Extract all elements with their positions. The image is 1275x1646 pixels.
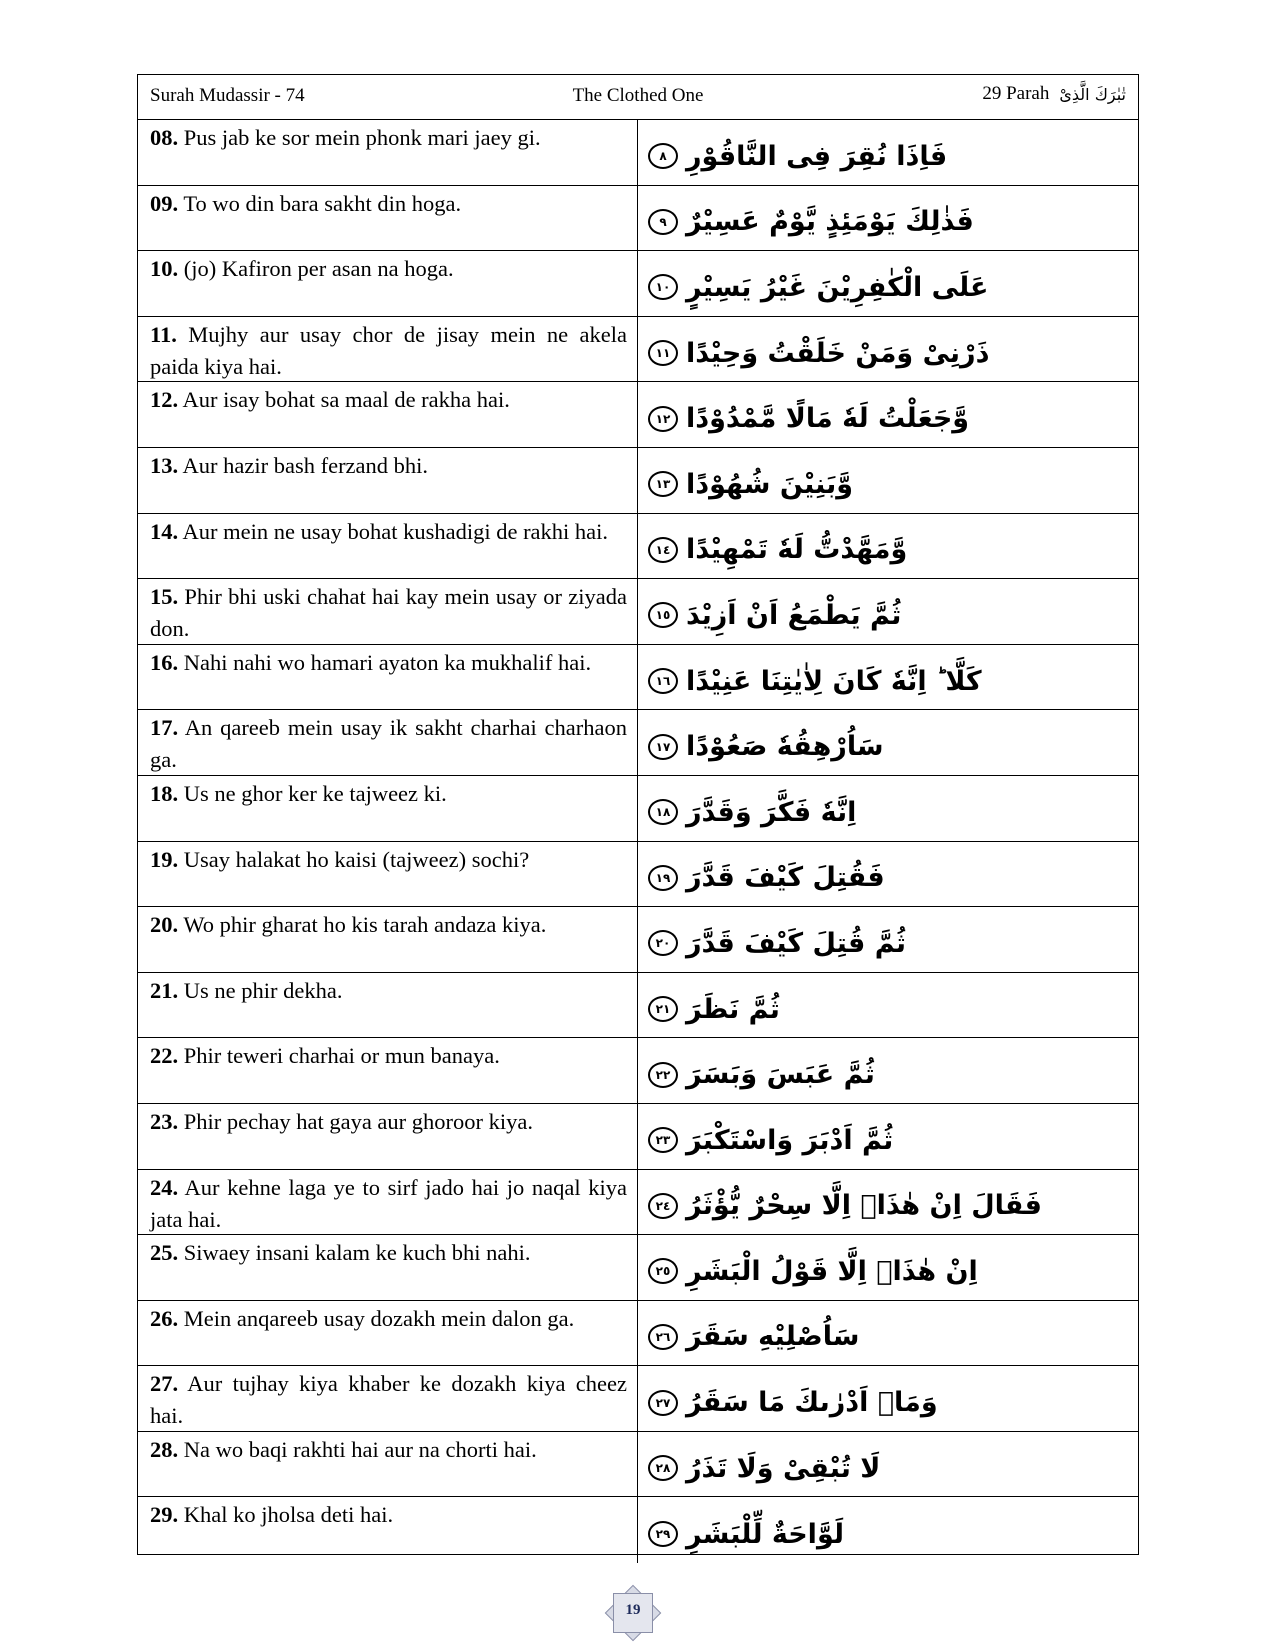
surah-name: Surah Mudassir - 74 xyxy=(150,85,305,106)
table-row xyxy=(138,973,1138,1039)
verse-number: 22. xyxy=(150,1043,179,1069)
verse-number: 21. xyxy=(150,977,179,1003)
verse-number: 10. xyxy=(150,256,179,282)
arabic-verse: كَلَّا ؕ اِنَّهٗ كَانَ لِاٰيٰتِنَا عَنِيْدًا xyxy=(686,665,982,697)
verse-number: 12. xyxy=(150,387,179,413)
arabic-cell xyxy=(638,514,1138,579)
translation-cell xyxy=(138,710,638,775)
arabic-verse: ثُمَّ قُتِلَ كَيْفَ قَدَّرَ xyxy=(686,927,907,959)
arabic-verse: لَوَّاحَةٌ لِّلْبَشَرِ xyxy=(686,1518,845,1550)
translation-text: Nahi nahi wo hamari ayaton ka mukhalif hai. xyxy=(178,649,592,675)
translation-text: Wo phir gharat ho kis tarah andaza kiya. xyxy=(178,912,547,938)
parah-arabic-name: تٰبٰرَكَ الَّذِىْ xyxy=(1059,84,1126,104)
arabic-cell xyxy=(638,973,1138,1038)
ayah-end-marker-icon: ٩ xyxy=(648,209,678,235)
arabic-cell xyxy=(638,776,1138,841)
verse-number: 17. xyxy=(150,715,179,741)
verse-number: 16. xyxy=(150,649,179,675)
arabic-verse: ثُمَّ نَظَرَ xyxy=(686,993,780,1025)
translation-text: Us ne phir dekha. xyxy=(178,977,343,1003)
ayah-end-marker-icon: ٢٤ xyxy=(648,1193,678,1219)
table-row xyxy=(138,448,1138,514)
translation-text: Us ne ghor ker ke tajweez ki. xyxy=(178,780,447,806)
translation-cell xyxy=(138,186,638,251)
translation-text: Na wo baqi rakhti hai aur na chorti hai. xyxy=(178,1436,537,1462)
ayah-end-marker-icon: ٢٥ xyxy=(648,1258,678,1284)
translation-cell xyxy=(138,973,638,1038)
translation-cell xyxy=(138,382,638,447)
arabic-cell xyxy=(638,1366,1138,1431)
verse-number: 13. xyxy=(150,452,179,478)
verse-number: 25. xyxy=(150,1240,179,1266)
arabic-cell xyxy=(638,645,1138,710)
arabic-cell xyxy=(638,579,1138,644)
ayah-end-marker-icon: ١٠ xyxy=(648,274,678,300)
translation-cell xyxy=(138,1432,638,1497)
arabic-cell xyxy=(638,1170,1138,1235)
ayah-end-marker-icon: ١٣ xyxy=(648,471,678,497)
arabic-cell xyxy=(638,317,1138,382)
translation-cell xyxy=(138,842,638,907)
arabic-cell xyxy=(638,1235,1138,1300)
arabic-cell xyxy=(638,1038,1138,1103)
verse-number: 23. xyxy=(150,1108,179,1134)
arabic-verse: فَقُتِلَ كَيْفَ قَدَّرَ xyxy=(686,862,885,894)
verse-number: 24. xyxy=(150,1174,179,1200)
ayah-end-marker-icon: ٢٣ xyxy=(648,1127,678,1153)
arabic-verse: ثُمَّ عَبَسَ وَبَسَرَ xyxy=(686,1059,875,1091)
translation-cell xyxy=(138,1235,638,1300)
verse-number: 09. xyxy=(150,190,179,216)
verse-number: 26. xyxy=(150,1305,179,1331)
ayah-end-marker-icon: ١٩ xyxy=(648,865,678,891)
table-row xyxy=(138,1366,1138,1432)
translation-cell xyxy=(138,1038,638,1103)
ayah-end-marker-icon: ٨ xyxy=(648,143,678,169)
translation-text: (jo) Kafiron per asan na hoga. xyxy=(178,256,454,282)
arabic-verse: فَاِذَا نُقِرَ فِى النَّاقُوْرِ xyxy=(686,140,948,172)
translation-cell xyxy=(138,1170,638,1235)
arabic-cell xyxy=(638,120,1138,185)
arabic-verse: سَاُرْهِقُهٗ صَعُوْدًا xyxy=(686,731,884,763)
table-row xyxy=(138,1235,1138,1301)
table-row xyxy=(138,382,1138,448)
ayah-end-marker-icon: ١٦ xyxy=(648,668,678,694)
arabic-verse: عَلَى الْكٰفِرِيْنَ غَيْرُ يَسِيْرٍ xyxy=(686,271,989,303)
page-header xyxy=(138,75,1138,120)
table-row xyxy=(138,645,1138,711)
ayah-end-marker-icon: ١٤ xyxy=(648,537,678,563)
table-row xyxy=(138,1432,1138,1498)
verse-number: 20. xyxy=(150,912,179,938)
translation-cell xyxy=(138,579,638,644)
translation-cell xyxy=(138,1497,638,1563)
arabic-cell xyxy=(638,382,1138,447)
table-row xyxy=(138,1497,1138,1563)
translation-text: Aur tujhay kiya khaber ke dozakh kiya cheez hai. xyxy=(150,1371,627,1429)
table-row xyxy=(138,1170,1138,1236)
translation-text: Mujhy aur usay chor de jisay mein ne akela paida kiya hai. xyxy=(150,321,627,379)
arabic-cell xyxy=(638,1104,1138,1169)
ayah-end-marker-icon: ٢٦ xyxy=(648,1324,678,1350)
translation-cell xyxy=(138,776,638,841)
arabic-verse: ثُمَّ اَدْبَرَ وَاسْتَكْبَرَ xyxy=(686,1124,894,1156)
table-row xyxy=(138,514,1138,580)
verse-number: 19. xyxy=(150,846,179,872)
page-frame xyxy=(137,74,1139,1555)
translation-text: Siwaey insani kalam ke kuch bhi nahi. xyxy=(178,1240,531,1266)
verse-table xyxy=(138,120,1138,1563)
arabic-verse: وَّبَنِيْنَ شُهُوْدًا xyxy=(686,468,854,500)
arabic-verse: وَمَاۤ اَدْرٰىكَ مَا سَقَرُ xyxy=(686,1387,938,1419)
ayah-end-marker-icon: ١٥ xyxy=(648,602,678,628)
table-row xyxy=(138,1038,1138,1104)
ayah-end-marker-icon: ٢٧ xyxy=(648,1390,678,1416)
translation-text: To wo din bara sakht din hoga. xyxy=(178,190,462,216)
ayah-end-marker-icon: ١٢ xyxy=(648,406,678,432)
ayah-end-marker-icon: ١١ xyxy=(648,340,678,366)
table-row xyxy=(138,579,1138,645)
verse-number: 28. xyxy=(150,1436,179,1462)
table-row xyxy=(138,842,1138,908)
page-number: 19 xyxy=(625,1602,641,1618)
table-row xyxy=(138,907,1138,973)
verse-number: 27. xyxy=(150,1371,179,1397)
arabic-verse: اِنْ هٰذَاۤ اِلَّا قَوْلُ الْبَشَرِ xyxy=(686,1255,978,1287)
arabic-verse: لَا تُبْقِىْ وَلَا تَذَرُ xyxy=(686,1452,881,1484)
translation-cell xyxy=(138,251,638,316)
arabic-verse: ثُمَّ يَطْمَعُ اَنْ اَزِيْدَ xyxy=(686,599,902,631)
arabic-cell xyxy=(638,842,1138,907)
ayah-end-marker-icon: ١٨ xyxy=(648,799,678,825)
table-row xyxy=(138,251,1138,317)
arabic-verse: فَذٰلِكَ يَوْمَئِذٍ يَّوْمٌ عَسِيْرٌ xyxy=(686,206,974,238)
verse-number: 18. xyxy=(150,780,179,806)
translation-text: Usay halakat ho kaisi (tajweez) sochi? xyxy=(178,846,530,872)
ayah-end-marker-icon: ٢١ xyxy=(648,996,678,1022)
translation-text: Khal ko jholsa deti hai. xyxy=(178,1502,394,1528)
translation-cell xyxy=(138,448,638,513)
translation-cell xyxy=(138,907,638,972)
ayah-end-marker-icon: ٢٨ xyxy=(648,1455,678,1481)
table-row xyxy=(138,120,1138,186)
translation-text: An qareeb mein usay ik sakht charhai charhaon ga. xyxy=(150,715,627,773)
page-number-badge xyxy=(604,1584,662,1642)
arabic-cell xyxy=(638,907,1138,972)
ayah-end-marker-icon: ٢٠ xyxy=(648,930,678,956)
translation-text: Phir bhi uski chahat hai kay mein usay or ziyada don. xyxy=(150,584,627,642)
translation-cell xyxy=(138,317,638,382)
translation-cell xyxy=(138,514,638,579)
parah-label xyxy=(982,83,1126,105)
arabic-cell xyxy=(638,251,1138,316)
verse-number: 29. xyxy=(150,1502,179,1528)
translation-text: Aur kehne laga ye to sirf jado hai jo naqal kiya jata hai. xyxy=(150,1174,627,1232)
ayah-end-marker-icon: ٢٢ xyxy=(648,1062,678,1088)
translation-cell xyxy=(138,1104,638,1169)
arabic-cell xyxy=(638,186,1138,251)
translation-cell xyxy=(138,1301,638,1366)
arabic-cell xyxy=(638,710,1138,775)
translation-text: Phir teweri charhai or mun banaya. xyxy=(178,1043,500,1069)
arabic-verse: وَّجَعَلْتُ لَهٗ مَالًا مَّمْدُوْدًا xyxy=(686,403,970,435)
verse-number: 11. xyxy=(150,321,177,347)
table-row xyxy=(138,776,1138,842)
verse-number: 14. xyxy=(150,518,179,544)
translation-text: Aur hazir bash ferzand bhi. xyxy=(178,452,429,478)
ayah-end-marker-icon: ٢٩ xyxy=(648,1521,678,1547)
translation-text: Pus jab ke sor mein phonk mari jaey gi. xyxy=(178,125,541,150)
table-row xyxy=(138,317,1138,383)
arabic-cell xyxy=(638,448,1138,513)
verse-number: 08. xyxy=(150,125,179,150)
arabic-verse: ذَرْنِىْ وَمَنْ خَلَقْتُ وَحِيْدًا xyxy=(686,337,990,369)
arabic-verse: سَاُصْلِيْهِ سَقَرَ xyxy=(686,1321,860,1353)
arabic-verse: وَّمَهَّدْتُّ لَهٗ تَمْهِيْدًا xyxy=(686,534,908,566)
table-row xyxy=(138,1301,1138,1367)
ayah-end-marker-icon: ١٧ xyxy=(648,734,678,760)
verse-number: 15. xyxy=(150,584,179,610)
surah-title: The Clothed One xyxy=(572,85,704,106)
table-row xyxy=(138,1104,1138,1170)
translation-text: Aur isay bohat sa maal de rakha hai. xyxy=(178,387,510,413)
translation-cell xyxy=(138,645,638,710)
table-row xyxy=(138,710,1138,776)
translation-cell xyxy=(138,1366,638,1431)
arabic-cell xyxy=(638,1301,1138,1366)
table-row xyxy=(138,186,1138,252)
translation-text: Phir pechay hat gaya aur ghoroor kiya. xyxy=(178,1108,534,1134)
parah-number: 29 Parah xyxy=(982,83,1050,104)
translation-text: Mein anqareeb usay dozakh mein dalon ga. xyxy=(178,1305,575,1331)
arabic-cell xyxy=(638,1432,1138,1497)
translation-cell xyxy=(138,120,638,185)
arabic-verse: اِنَّهٗ فَكَّرَ وَقَدَّرَ xyxy=(686,796,857,828)
arabic-cell xyxy=(638,1497,1138,1563)
arabic-verse: فَقَالَ اِنْ هٰذَاۤ اِلَّا سِحْرٌ يُّؤْثَرُ xyxy=(686,1190,1042,1222)
translation-text: Aur mein ne usay bohat kushadigi de rakhi hai. xyxy=(178,518,609,544)
